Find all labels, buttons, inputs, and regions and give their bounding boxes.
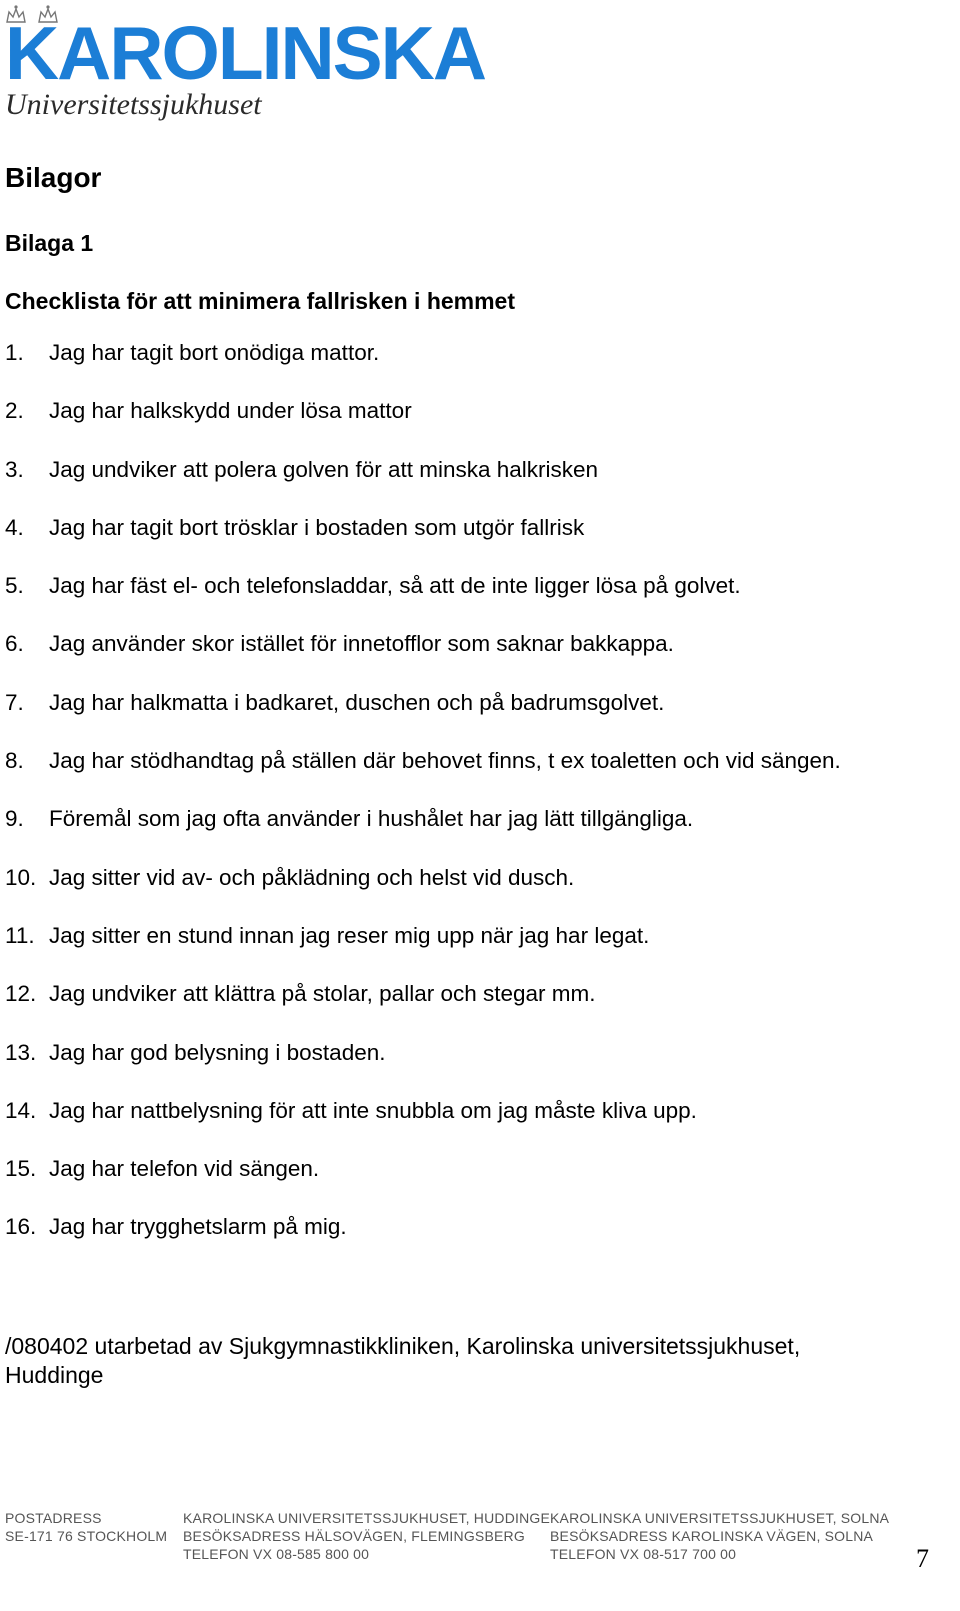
item-number: 13.	[5, 1039, 37, 1065]
list-item	[5, 923, 841, 981]
list-item	[5, 398, 841, 456]
item-number: 11.	[5, 922, 35, 948]
list-item	[5, 806, 841, 864]
item-number: 5.	[5, 573, 24, 599]
footer-huddinge	[183, 1509, 550, 1563]
list-item	[5, 515, 841, 573]
item-number: 16.	[5, 1214, 37, 1240]
list-item	[5, 1156, 841, 1214]
list-item	[5, 457, 841, 515]
appendix-title: Bilaga 1	[5, 230, 94, 256]
item-text: Jag sitter en stund innan jag reser mig upp när jag har legat.	[49, 922, 650, 948]
footer-line: BESÖKSADRESS KAROLINSKA VÄGEN, SOLNA	[550, 1528, 874, 1544]
list-item	[5, 690, 841, 748]
page-number: 7	[916, 1544, 929, 1573]
item-text: Jag har tagit bort trösklar i bostaden som utgör fallrisk	[49, 514, 585, 540]
item-text: Jag har god belysning i bostaden.	[49, 1039, 386, 1065]
item-number: 4.	[5, 514, 24, 540]
item-number: 8.	[5, 748, 24, 774]
item-text: Jag sitter vid av- och påklädning och helst vid dusch.	[49, 864, 575, 890]
item-number: 1.	[5, 340, 24, 365]
item-text: Jag har trygghetslarm på mig.	[49, 1214, 347, 1240]
footer-line: KAROLINSKA UNIVERSITETSSJUKHUSET, SOLNA	[550, 1510, 890, 1526]
logo-wordmark: KAROLINSKA	[5, 11, 485, 95]
karolinska-logo	[5, 4, 505, 124]
section-title: Bilagor	[5, 162, 102, 193]
item-text: Jag undviker att polera golven för att minska halkrisken	[49, 456, 599, 482]
item-number: 10.	[5, 864, 37, 890]
list-item	[5, 1214, 841, 1272]
item-number: 3.	[5, 456, 24, 482]
list-item	[5, 748, 841, 806]
item-text: Jag har stödhandtag på ställen där behovet finns, t ex toaletten och vid sängen.	[49, 748, 841, 774]
footer-line: KAROLINSKA UNIVERSITETSSJUKHUSET, HUDDINGE	[183, 1510, 551, 1526]
item-text: Jag har halkskydd under lösa mattor	[49, 398, 412, 424]
item-text: Jag har nattbelysning för att inte snubbla om jag måste kliva upp.	[49, 1097, 697, 1123]
item-text: Jag har tagit bort onödiga mattor.	[49, 340, 380, 365]
footer-solna	[550, 1509, 889, 1563]
item-text: Jag använder skor istället för innetofflor som saknar bakkappa.	[49, 631, 674, 657]
list-item	[5, 981, 841, 1039]
item-number: 15.	[5, 1156, 37, 1182]
item-number: 14.	[5, 1097, 37, 1123]
logo-subtitle: Universitetssjukhuset	[5, 88, 262, 121]
list-item	[5, 1098, 841, 1156]
item-text: Jag har telefon vid sängen.	[49, 1156, 320, 1182]
list-item	[5, 1040, 841, 1098]
footer-line: POSTADRESS	[5, 1510, 102, 1526]
list-item	[5, 631, 841, 689]
footer-line: SE-171 76 STOCKHOLM	[5, 1528, 168, 1544]
item-number: 6.	[5, 631, 24, 657]
footer-postal-address	[5, 1509, 167, 1545]
item-number: 2.	[5, 398, 24, 424]
checklist-title: Checklista för att minimera fallrisken i hemmet	[5, 288, 516, 314]
item-number: 7.	[5, 689, 24, 715]
list-item	[5, 865, 841, 923]
checklist	[5, 340, 841, 1273]
footer-line: TELEFON VX 08-517 700 00	[550, 1546, 737, 1562]
footnote: /080402 utarbetad av Sjukgymnastikkliniken, Karolinska universitetssjukhuset, Huddinge	[5, 1333, 801, 1388]
item-number: 9.	[5, 806, 24, 832]
item-text: Jag har halkmatta i badkaret, duschen och på badrumsgolvet.	[49, 689, 665, 715]
item-text: Jag undviker att klättra på stolar, pallar och stegar mm.	[49, 981, 596, 1007]
item-text: Jag har fäst el- och telefonsladdar, så att de inte ligger lösa på golvet.	[49, 573, 741, 599]
item-text: Föremål som jag ofta använder i hushålet har jag lätt tillgängliga.	[49, 806, 694, 832]
list-item	[5, 340, 841, 398]
list-item	[5, 573, 841, 631]
item-number: 12.	[5, 981, 37, 1007]
footer-line: TELEFON VX 08-585 800 00	[183, 1546, 370, 1562]
footer-line: BESÖKSADRESS HÄLSOVÄGEN, FLEMINGSBERG	[183, 1528, 525, 1544]
